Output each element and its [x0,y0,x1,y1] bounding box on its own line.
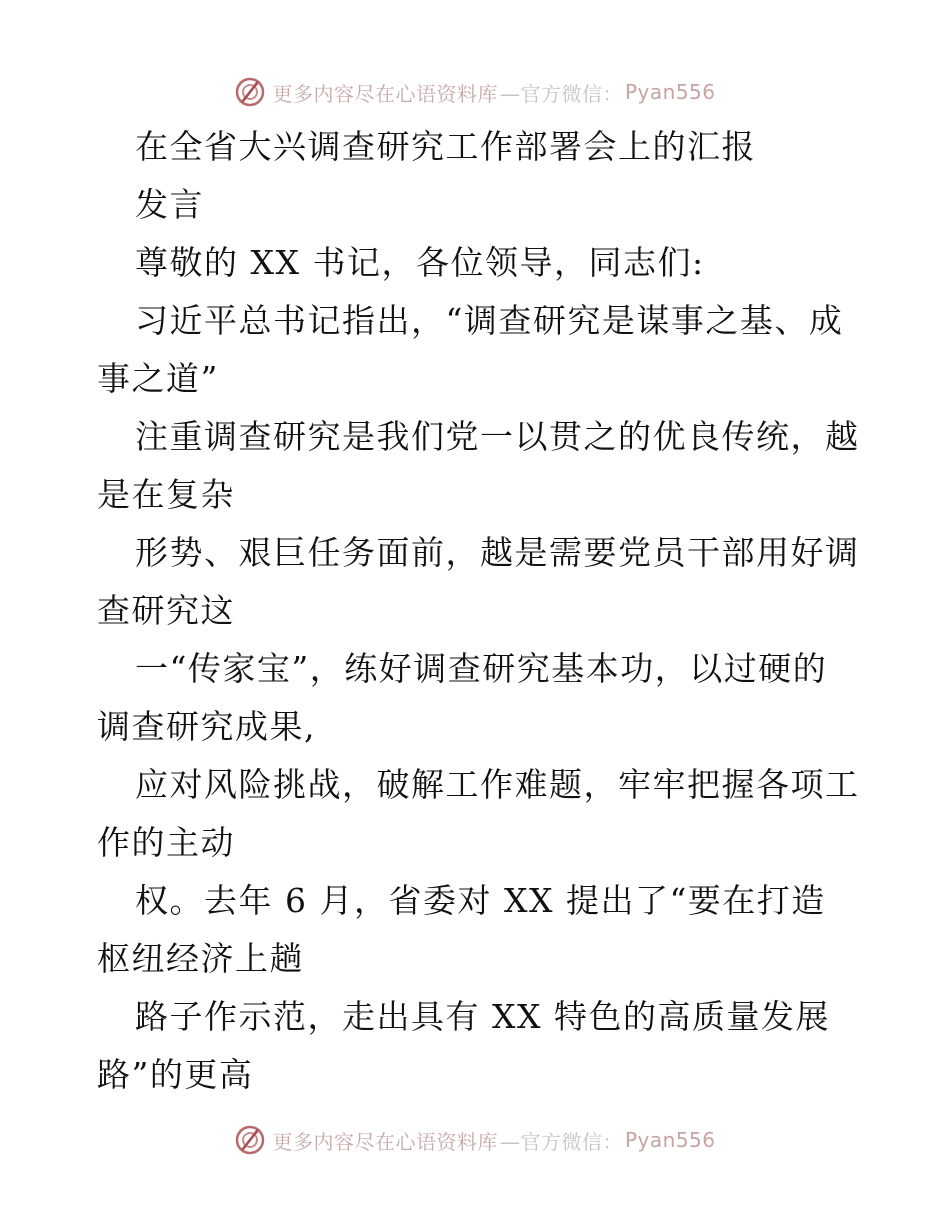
document-body [97,118,860,1104]
text-line: 注重调查研究是我们党一以贯之的优良传统，越 [135,417,860,456]
watermark-wechat-label: —官方微信： [499,81,623,106]
watermark-wechat-label: —官方微信： [499,1129,623,1154]
text-line: 发言 [135,185,204,224]
text-line: 路子作示范，走出具有 XX 特色的高质量发展 [135,997,830,1036]
header-watermark [0,72,950,112]
logo-icon [234,1124,266,1156]
text-line: 在全省大兴调查研究工作部署会上的汇报 [135,127,756,166]
text-line: 是在复杂 [97,475,235,514]
text-line: 作的主动 [97,823,235,862]
watermark-wechat-id: Pyan556 [624,80,716,104]
text-line: 应对风险挑战，破解工作难题，牢牢把握各项工 [135,765,860,804]
text-line: 一“传家宝”，练好调查研究基本功，以过硬的 [135,649,828,688]
watermark-text: 更多内容尽在心语资料库 [272,81,498,106]
text-line: 形势、艰巨任务面前，越是需要党员干部用好调 [135,533,860,572]
text-line: 路”的更高 [97,1055,254,1094]
footer-watermark [0,1120,950,1160]
text-line: 权。去年 6 月，省委对 XX 提出了“要在打造 [135,881,826,920]
text-line: 尊敬的 XX 书记，各位领导，同志们: [135,243,705,282]
text-line: 习近平总书记指出，“调查研究是谋事之基、成 [135,301,844,340]
text-line: 查研究这 [97,591,235,630]
logo-icon [234,76,266,108]
watermark-wechat-id: Pyan556 [624,1128,716,1152]
text-line: 事之道” [97,359,219,398]
text-line: 调查研究成果, [97,707,316,746]
text-line: 枢纽经济上趟 [97,939,304,978]
watermark-text: 更多内容尽在心语资料库 [272,1129,498,1154]
